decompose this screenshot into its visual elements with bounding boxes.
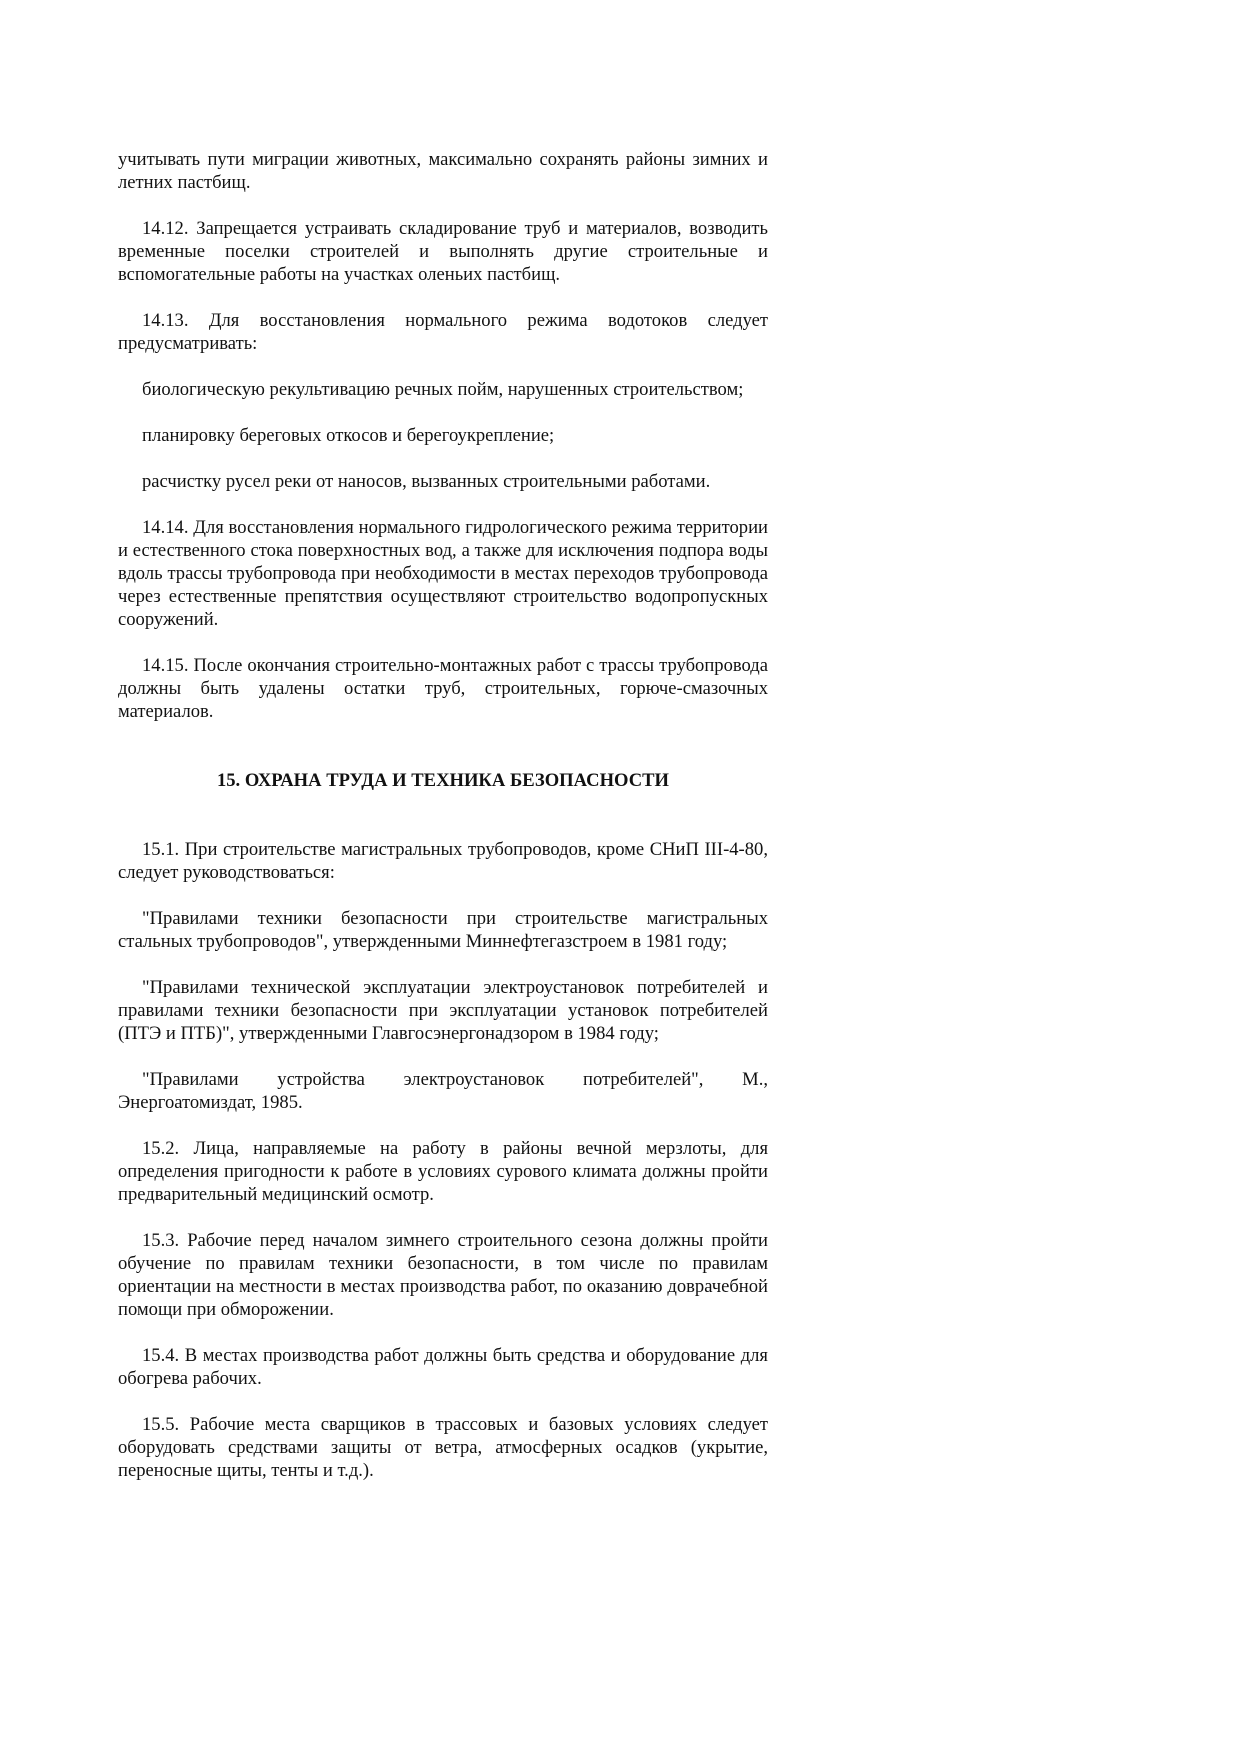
text-column <box>118 148 768 1505</box>
paragraph-15-3: 15.3. Рабочие перед началом зимнего строительного сезона должны пройти обучение по правилам техники безопасности, в том числе по правилам ориентации на местности в местах производства работ, по оказанию доврачебной помощи при обморожении. <box>118 1230 768 1320</box>
paragraph-14-12: 14.12. Запрещается устраивать складирование труб и материалов, возводить временные поселки строителей и выполнять другие строительные и вспомогательные работы на участках оленьих пастбищ. <box>118 218 768 285</box>
list-item-bank-planning: планировку береговых откосов и берегоукрепление; <box>142 425 555 446</box>
paragraph-14-14: 14.14. Для восстановления нормального гидрологического режима территории и естественного стока поверхностных вод, а также для исключения подпора воды вдоль трассы трубопровода при необходимости в местах переходов трубопровода через естественные препятствия осуществляют строительство водопропускных сооружений. <box>118 517 768 630</box>
paragraph-continuation: учитывать пути миграции животных, максимально сохранять районы зимних и летних пастбищ. <box>118 149 768 193</box>
paragraph-15-4: 15.4. В местах производства работ должны быть средства и оборудование для обогрева рабочих. <box>118 1345 768 1389</box>
paragraph-15-1: 15.1. При строительстве магистральных трубопроводов, кроме СНиП III-4-80, следует руководствоваться: <box>118 839 768 883</box>
paragraph-14-15: 14.15. После окончания строительно-монтажных работ с трассы трубопровода должны быть удалены остатки труб, строительных, горюче-смазочных материалов. <box>118 655 768 722</box>
list-item-riverbed-clearing: расчистку русел реки от наносов, вызванных строительными работами. <box>142 471 711 492</box>
paragraph-15-5: 15.5. Рабочие места сварщиков в трассовых и базовых условиях следует оборудовать средствами защиты от ветра, атмосферных осадков (укрытие, переносные щиты, тенты и т.д.). <box>118 1414 768 1481</box>
list-item-pipeline-safety-rules: "Правилами техники безопасности при строительстве магистральных стальных трубопроводов", утвержденными Миннефтегазстроем в 1981 году; <box>118 908 768 952</box>
list-item-electrical-installation-rules: "Правилами устройства электроустановок потребителей", М., Энергоатомиздат, 1985. <box>118 1069 768 1113</box>
paragraph-14-13: 14.13. Для восстановления нормального режима водотоков следует предусматривать: <box>118 310 768 354</box>
paragraph-15-2: 15.2. Лица, направляемые на работу в районы вечной мерзлоты, для определения пригодности к работе в условиях сурового климата должны пройти предварительный медицинский осмотр. <box>118 1138 768 1205</box>
list-item-recultivation: биологическую рекультивацию речных пойм, нарушенных строительством; <box>142 379 744 400</box>
list-item-electrical-operation-rules: "Правилами технической эксплуатации электроустановок потребителей и правилами техники безопасности при эксплуатации установок потребителей (ПТЭ и ПТБ)", утвержденными Главгосэнергонадзором в 1984 году; <box>118 977 768 1044</box>
section-heading-15: 15. ОХРАНА ТРУДА И ТЕХНИКА БЕЗОПАСНОСТИ <box>216 770 670 791</box>
